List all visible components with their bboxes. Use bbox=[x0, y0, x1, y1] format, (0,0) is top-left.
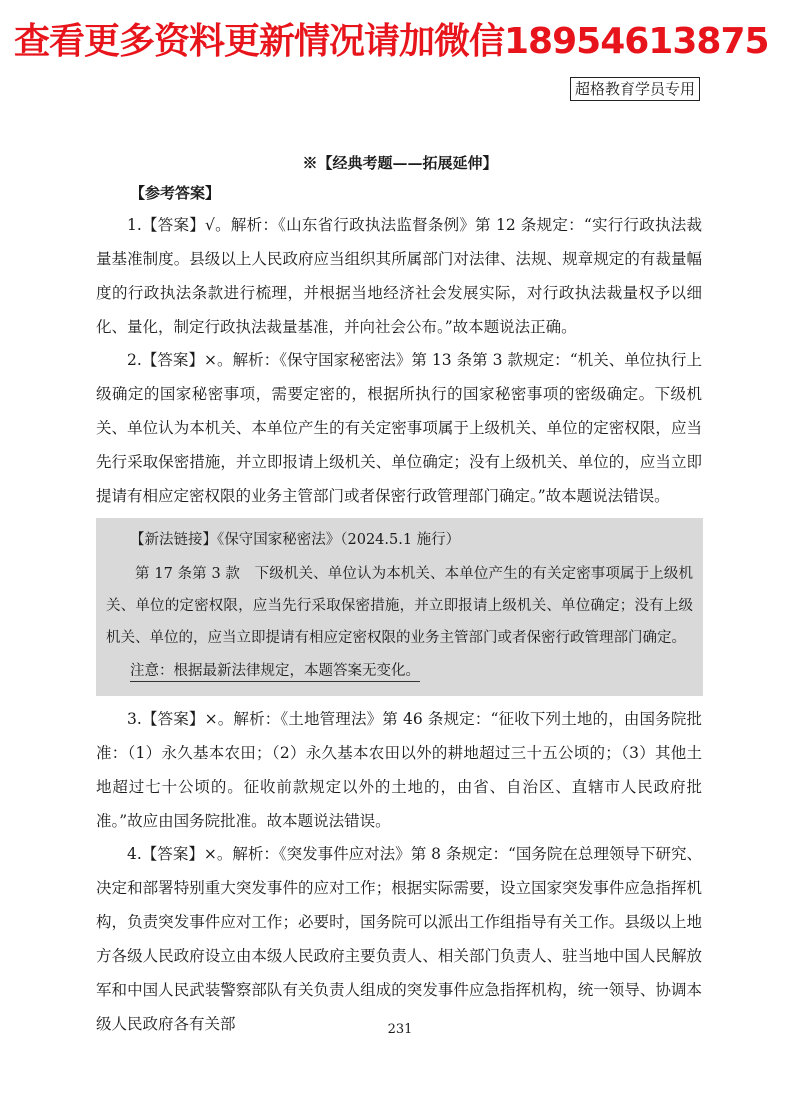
watermark-banner: 查看更多资料更新情况请加微信18954613875 bbox=[14, 21, 769, 62]
reference-answer-heading: 【参考答案】 bbox=[130, 184, 221, 202]
new-law-link-box bbox=[96, 518, 703, 696]
answer-paragraph-4: 4.【答案】×。解析：《突发事件应对法》第 8 条规定：“国务院在总理领导下研究、决定和部署特别重大突发事件的应对工作；根据实际需要，设立国家突发事件应急指挥机构，负责突发事件应对工作；必要时，国务院可以派出工作组指导有关工作。县级以上地方各级人民政府设立由本级人民政府主要负责人、相关部门负责人、驻当地中国人民解放军和中国人民武装警察部队有关负责人组成的突发事件应急指挥机构，统一领导、协调本级人民政府各有关部 bbox=[96, 845, 702, 1033]
page-number: 231 bbox=[387, 1022, 413, 1037]
answer-paragraph-3: 3.【答案】×。解析：《土地管理法》第 46 条规定：“征收下列土地的，由国务院批准：（1）永久基本农田；（2）永久基本农田以外的耕地超过三十五公顷的；（3）其他土地超过七十公顷的。征收前款规定以外的土地的，由省、自治区、直辖市人民政府批准。”故应由国务院批准。故本题说法错误。 bbox=[96, 710, 702, 830]
new-law-link-body: 第 17 条第 3 款 下级机关、单位认为本机关、本单位产生的有关定密事项属于上级机关、单位的定密权限，应当先行采取保密措施，并立即报请上级机关、单位确定；没有上级机关、单位的，应当立即提请有相应定密权限的业务主管部门或者保密行政管理部门确定。 bbox=[106, 566, 693, 646]
answer-paragraph-1: 1.【答案】√。解析：《山东省行政执法监督条例》第 12 条规定：“实行行政执法裁量基准制度。县级以上人民政府应当组织其所属部门对法律、法规、规章规定的有裁量幅度的行政执法条款进行梳理，并根据当地经济社会发展实际，对行政执法裁量权予以细化、量化，制定行政执法裁量基准，并向社会公布。”故本题说法正确。 bbox=[96, 216, 702, 336]
new-law-link-note bbox=[106, 656, 693, 686]
answer-paragraph-2: 2.【答案】×。解析：《保守国家秘密法》第 13 条第 3 款规定：“机关、单位执行上级确定的国家秘密事项，需要定密的，根据所执行的国家秘密事项的密级确定。下级机关、单位认为本机关、本单位产生的有关定密事项属于上级机关、单位的定密权限，应当先行采取保密措施，并立即报请上级机关、单位确定；没有上级机关、单位的，应当立即提请有相应定密权限的业务主管部门或者保密行政管理部门确定。”故本题说法错误。 bbox=[96, 351, 702, 505]
note-text: 注意：根据最新法律规定，本题答案无变化。 bbox=[130, 663, 420, 682]
student-only-tag: 超格教育学员专用 bbox=[570, 77, 700, 101]
new-law-link-heading: 【新法链接】《保守国家秘密法》（2024.5.1 施行） bbox=[130, 532, 461, 548]
section-title: ※【经典考题——拓展延伸】 bbox=[302, 154, 498, 172]
